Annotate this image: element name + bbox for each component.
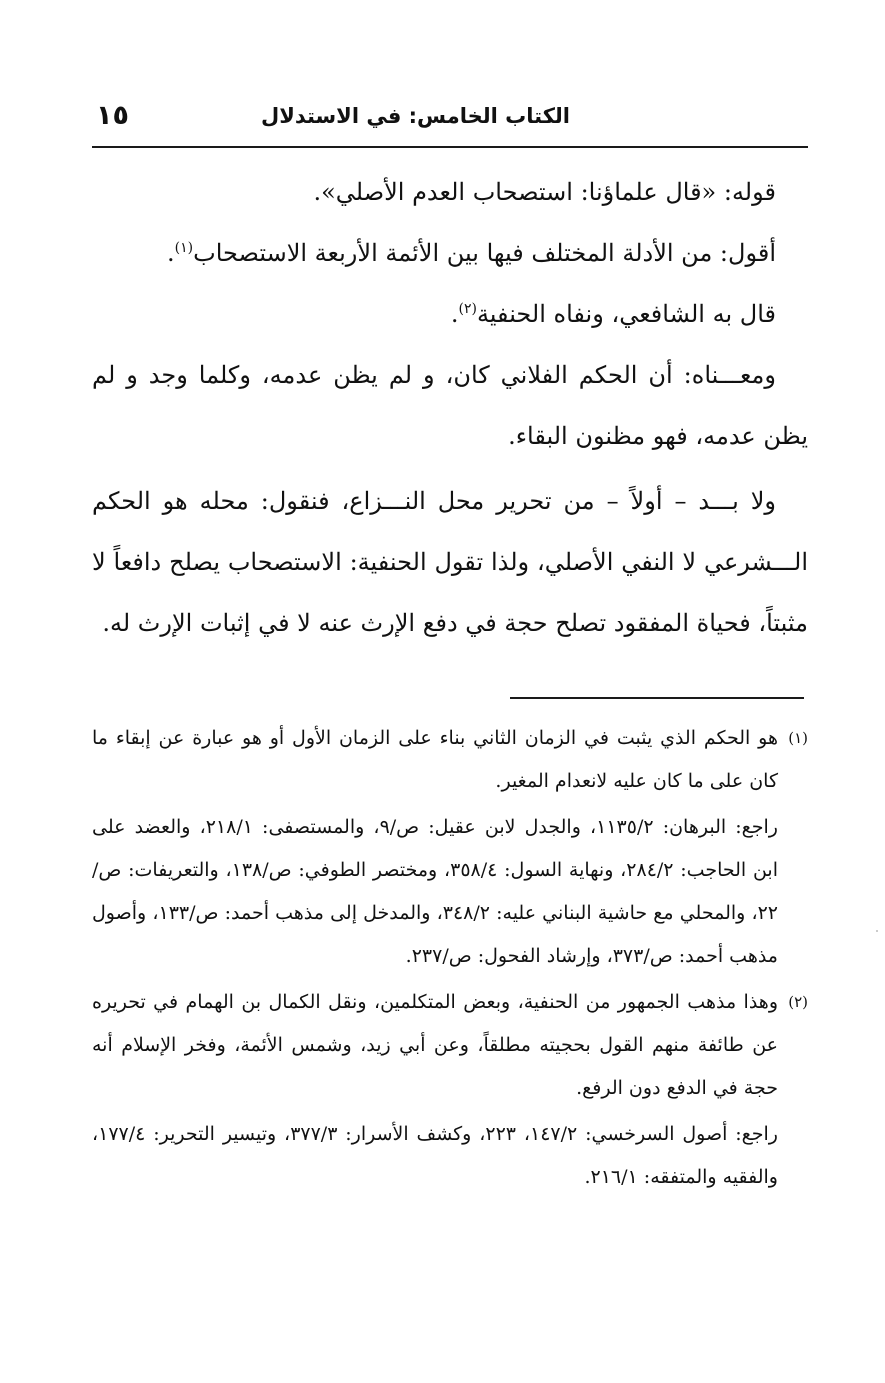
footnote-1: (١) هو الحكم الذي يثبت في الزمان الثاني بناء على الزمان الأول أو هو عبارة عن إبقاء ما كان على ما كان عليه لانعدام المغير.	[92, 717, 808, 803]
footnotes	[92, 717, 808, 1202]
footnote-number: (١)	[788, 729, 808, 747]
paragraph-aqul: أقول: من الأدلة المختلف فيها بين الأئمة الأربعة الاستصحاب$^{(١)}$.	[167, 239, 776, 267]
scan-speck	[876, 930, 878, 932]
main-text	[92, 162, 808, 658]
footnote-2: (٢) وهذا مذهب الجمهور من الحنفية، وبعض المتكلمين، ونقل الكمال بن الهمام في تحريره عن طائفة منهم القول بحجيته مطلقاً، وعن أبي زيد، وشمس الأئمة، وفخر الإسلام أنه حجة في الدفع دون الرفع.	[92, 981, 808, 1110]
running-head	[92, 96, 808, 142]
footnote-marker-2: (٢)	[458, 301, 477, 317]
paragraph-maanah: ومعـــناه: أن الحكم الفلاني كان، و لم يظن عدمه، وكلما وجد و لم يظن عدمه، فهو مظنون البقاء.	[92, 361, 808, 450]
header-rule	[92, 146, 808, 148]
paragraph-tahrir: ولا بـــد – أولاً – من تحرير محل النـــزاع، فنقول: محله هو الحكم الـــشرعي لا النفي الأصلي، ولذا تقول الحنفية: الاستصحاب يصلح دافعاً لا مثبتاً، فحياة المفقود تصلح حجة في دفع الإرث عنه لا في إثبات الإرث له.	[92, 487, 808, 637]
footnote-1-references: راجع: البرهان: ١١٣٥/٢، والجدل لابن عقيل: ص/٩، والمستصفى: ٢١٨/١، والعضد على ابن الحاجب: ٢٨٤/٢، ونهاية السول: ٣٥٨/٤، ومختصر الطوفي: ص/١٣٨، والتعريفات: ص/٢٢، والمحلي مع حاشية البناني عليه: ٣٤٨/٢، والمدخل إلى مذهب أحمد: ص/١٣٣، وأصول مذهب أحمد: ص/٣٧٣، وإرشاد الفحول: ص/٢٣٧.	[92, 816, 778, 967]
footnote-number: (٢)	[788, 993, 808, 1011]
footnote-2-references: راجع: أصول السرخسي: ١٤٧/٢، ٢٢٣، وكشف الأسرار: ٣٧٧/٣، وتيسير التحرير: ١٧٧/٤، والفقيه والمتفقه: ٢١٦/١.	[92, 1123, 778, 1188]
footnote-separator	[510, 697, 804, 699]
footnote-marker-1: (١)	[174, 240, 194, 256]
paragraph-qawluh: قوله: «قال علماؤنا: استصحاب العدم الأصلي».	[313, 178, 776, 206]
page-number: ١٥	[96, 100, 129, 131]
paragraph-shafii: قال به الشافعي، ونفاه الحنفية$^{(٢)}$.	[450, 300, 776, 328]
running-title: الكتاب الخامس: في الاستدلال	[260, 104, 570, 128]
